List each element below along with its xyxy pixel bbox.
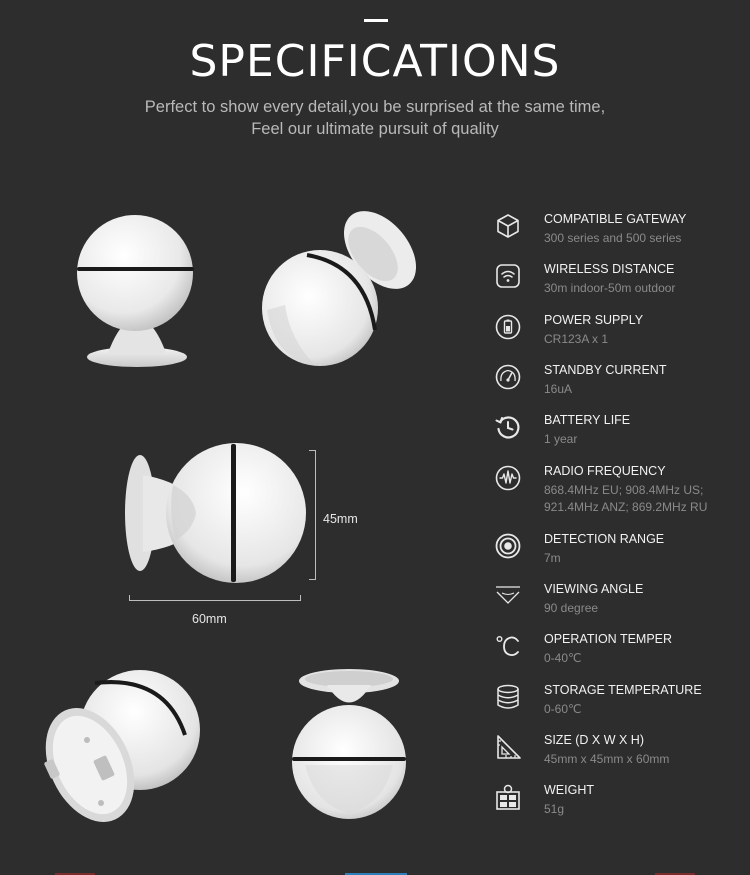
spec-name: RADIO FREQUENCY xyxy=(544,464,666,478)
sensor-front-view-image xyxy=(70,205,200,370)
sensor-ceiling-mount-view-image xyxy=(285,665,415,835)
spec-value: 868.4MHz EU; 908.4MHz US; 921.4MHz ANZ; 869.2MHz RU xyxy=(544,483,708,514)
height-dimension-tick-bottom xyxy=(309,579,316,580)
wifi-icon xyxy=(494,262,522,290)
width-dimension-tick-right xyxy=(300,595,301,601)
page-title: SPECIFICATIONS xyxy=(189,36,561,87)
waveform-icon xyxy=(494,464,522,492)
spec-value: 51g xyxy=(544,802,565,816)
sensor-side-view-image xyxy=(118,440,318,585)
spec-name: WEIGHT xyxy=(544,783,594,797)
spec-value: 30m indoor-50m outdoor xyxy=(544,281,676,295)
page-subtitle xyxy=(0,96,750,140)
celsius-icon xyxy=(494,632,522,660)
subtitle-line-1: Perfect to show every detail,you be surprised at the same time, xyxy=(144,98,606,116)
height-dimension-label: 45mm xyxy=(323,512,358,526)
spec-value: CR123A x 1 xyxy=(544,332,609,346)
cube-icon xyxy=(494,212,522,240)
viewing-angle-icon xyxy=(494,582,522,610)
height-dimension-tick-top xyxy=(309,450,316,451)
spec-name: SIZE (D X W X H) xyxy=(544,733,644,747)
sensor-tilted-view-image xyxy=(255,210,420,370)
width-dimension-label: 60mm xyxy=(192,612,227,626)
height-dimension-line xyxy=(315,450,316,580)
spec-name: OPERATION TEMPER xyxy=(544,632,673,646)
spec-name: POWER SUPPLY xyxy=(544,313,644,327)
spec-name: VIEWING ANGLE xyxy=(544,582,644,596)
spec-name: BATTERY LIFE xyxy=(544,413,631,427)
title-accent-bar xyxy=(364,19,388,22)
spec-value: 0-60℃ xyxy=(544,702,582,716)
scale-icon xyxy=(494,783,522,811)
spec-value: 16uA xyxy=(544,382,573,396)
spec-name: STANDBY CURRENT xyxy=(544,363,667,377)
target-icon xyxy=(494,532,522,560)
width-dimension-line xyxy=(129,600,301,601)
ruler-icon xyxy=(494,733,522,761)
sensor-mount-back-view-image xyxy=(35,665,205,830)
spec-value: 0-40℃ xyxy=(544,651,582,665)
spec-value: 90 degree xyxy=(544,601,599,615)
clock-refresh-icon xyxy=(494,413,522,441)
spec-name: COMPATIBLE GATEWAY xyxy=(544,212,687,226)
spec-value: 1 year xyxy=(544,432,578,446)
spec-name: DETECTION RANGE xyxy=(544,532,665,546)
spec-value: 300 series and 500 series xyxy=(544,231,682,245)
width-dimension-tick-left xyxy=(129,595,130,601)
spec-value: 7m xyxy=(544,551,561,565)
spec-name: WIRELESS DISTANCE xyxy=(544,262,675,276)
gauge-icon xyxy=(494,363,522,391)
database-icon xyxy=(494,683,522,711)
subtitle-line-2: Feel our ultimate pursuit of quality xyxy=(251,120,499,138)
battery-icon xyxy=(494,313,522,341)
spec-name: STORAGE TEMPERATURE xyxy=(544,683,702,697)
spec-value: 45mm x 45mm x 60mm xyxy=(544,752,670,766)
